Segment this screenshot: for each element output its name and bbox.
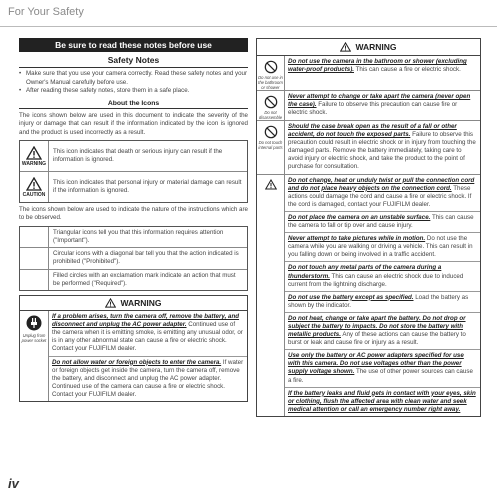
prohibited-description: Circular icons with a diagonal bar tell you that the action indicated is prohibited ("Prohibited"). [53,250,239,266]
caution-description: This icon indicates that personal injury or material damage can result if the information is ignored. [53,178,242,194]
warning-description: This icon indicates that death or serious injury can result if the information is ignored. [53,147,223,163]
warning-row-internal-parts [257,121,480,175]
about-icons-text: The icons shown below are used in this document to indicate the severity of the injury or damage that can result if the information indicated by the icon is ignored and the product is used incorrectly as a result. [19,111,248,136]
nature-icon-table [19,226,248,291]
right-warning-title: WARNING [355,42,397,52]
read-before-use-banner: Be sure to read these notes before use [19,38,248,52]
right-warning-box [256,38,481,417]
bullet-item: • After reading these safety notes, store them in a safe place. [19,87,248,96]
warning-row-disassemble [257,91,480,121]
warning-item: Do not use the battery except as specified. Load the battery as shown by the indicator. [285,292,480,313]
right-column [256,38,481,417]
caution-label: CAUTION [22,191,46,198]
no-disassemble-icon [264,95,278,109]
safety-bullets [19,70,248,96]
symbol-row-prohibited [20,248,247,269]
header-rule [0,26,497,27]
safety-notes-title: Safety Notes [19,52,248,68]
no-shower-icon [264,60,278,74]
severity-row-caution [20,172,247,202]
required-icon [20,270,49,290]
left-column [19,38,248,402]
warning-item: If a problem arises, turn the camera off, remove the battery, and disconnect and unplug the AC power adapter. Continued use of the camera when it is emitting smoke, is emitting any unusual odor, or is in any other abnormal state can cause a fire or electric shock. Contact your FUJIFILM dealer. [49,311,247,356]
warning-label: WARNING [21,160,47,167]
warning-row-general [257,175,480,416]
side-label: Do not use in the bathroom or shower [258,75,283,90]
symbol-row-important [20,227,247,248]
side-label: Do not disassemble [258,110,283,120]
required-description: Filled circles with an exclamation mark indicate an action that must be performed ("Required"). [53,271,236,287]
warning-item: Do not allow water or foreign objects to enter the camera. If water or foreign objects get inside the camera, turn the camera off, remove the battery, and disconnect and unplug the AC power adapter. Continued use of the camera can cause a fire or electric shock. Contact your FUJIFILM dealer. [52,358,244,398]
warning-triangle-icon [26,146,42,160]
symbol-row-required [20,270,247,290]
page-number: iv [8,476,19,491]
right-warning-header [257,39,480,56]
caution-triangle-icon [265,179,277,190]
important-description: Triangular icons tell you that this information requires attention ("Important"). [53,228,224,245]
prohibited-icon [20,248,49,268]
important-icon [20,227,49,247]
warning-row-bathroom [257,56,480,91]
left-warning-header [20,296,247,311]
warning-item: If the battery leaks and fluid gets in contact with your eyes, skin or clothing, flush the affected area with clean water and seek medical attention or call an emergency number right away. [288,389,476,413]
severity-icon-table [19,140,248,203]
warning-item: Never attempt to change or take apart the camera (never open the case). Failure to observe this precaution can cause fire or electric shock. [288,93,471,117]
warning-triangle-icon [105,298,116,308]
warning-item: Do not place the camera on an unstable surface. This can cause the camera to fall or tip over and cause injury. [285,212,480,233]
running-header: For Your Safety [8,6,84,18]
nature-text: The icons shown below are used to indicate the nature of the instructions which are to be observed. [19,206,248,222]
unplug-icon [26,315,42,331]
warning-item: Do not change, heat or unduly twist or pull the connection cord and do not place heavy objects on the connection cord. These actions could damage the cord and cause a fire or electric shock. If the cord is damaged, contact your FUJIFILM dealer. [285,175,480,212]
warning-item: Do not use the camera in the bathroom or shower (excluding water-proof products). This can cause a fire or electric shock. [288,58,467,74]
severity-row-warning [20,141,247,172]
no-touch-icon [264,125,278,139]
warning-item: Do not heat, change or take apart the battery. Do not drop or subject the battery to impacts. Do not store the battery with metallic products. Any of these actions can cause the battery to burst or leak and cause fire or injury as a result. [285,313,480,350]
left-warning-box [19,295,248,402]
warning-triangle-icon [340,42,351,52]
about-icons-title: About the Icons [19,100,248,109]
bullet-item: • Make sure that you use your camera correctly. Read these safety notes and your Owner's Manual carefully before use. [19,70,248,87]
warning-item: Should the case break open as the result of a fall or other accident, do not touch the exposed parts. Failure to observe this precaution could result in electric shock or in injury from touching the damaged parts. Remove the battery immediately, taking care to avoid injury or electric shock, and take the product to the point of purchase for consultation. [288,123,476,171]
left-warning-title: WARNING [120,298,162,309]
warning-item: Do not touch any metal parts of the camera during a thunderstorm. This can cause an electric shock due to induced current from the lightning discharge. [285,262,480,291]
warning-item: Use only the battery or AC power adapters specified for use with this camera. Do not use voltages other than the power supply voltage shown. The use of other power sources can cause a fire. [285,350,480,387]
warning-item: Never attempt to take pictures while in motion. Do not use the camera while you are walking or driving a vehicle. This can result in you falling down or being involved in a traffic accident. [285,233,480,262]
side-label: Do not touch internal parts [258,140,283,150]
unplug-label: Unplug from power socket [21,333,47,344]
caution-triangle-icon [26,177,42,191]
